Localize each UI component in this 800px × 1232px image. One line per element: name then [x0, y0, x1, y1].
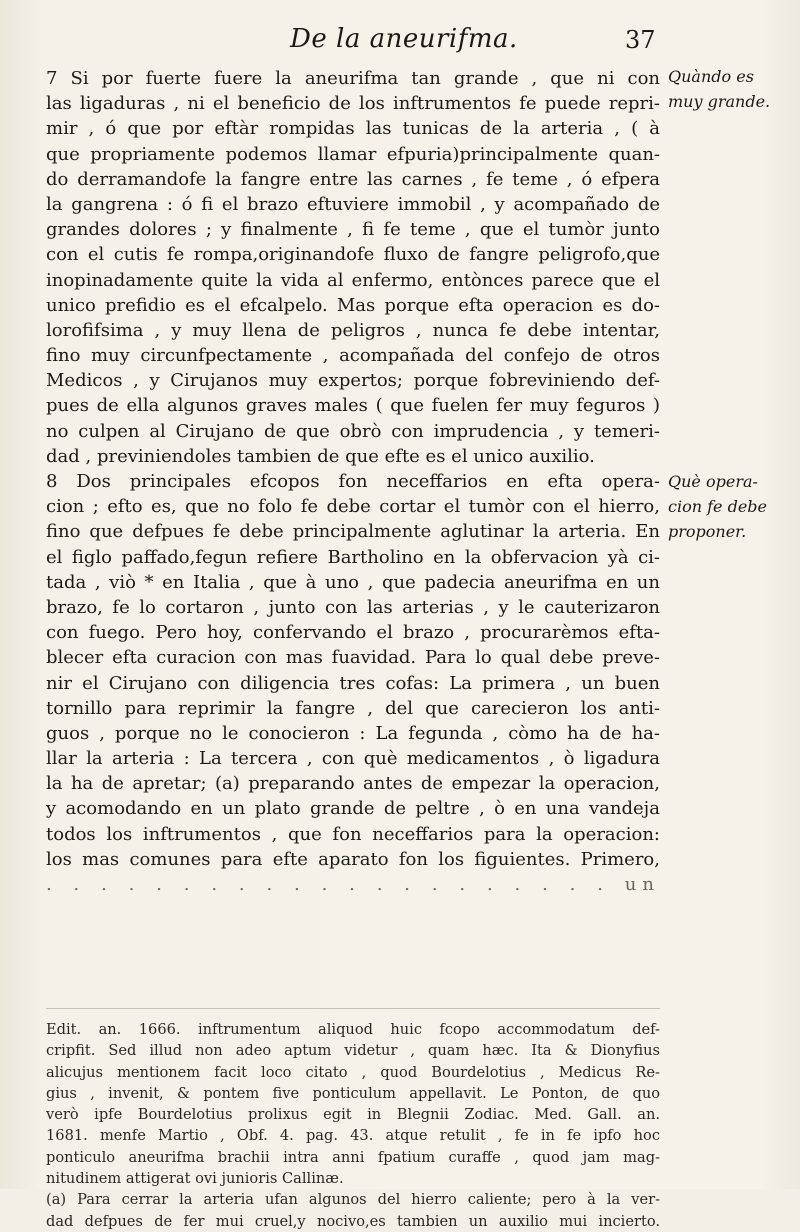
- text-line: Medicos , y Cirujanos muy expertos; porque fobreviniendo def-: [46, 370, 660, 392]
- main-text: [46, 66, 660, 897]
- text-line: fino que defpues fe debe principalmente aglutinar la arteria. En: [46, 521, 660, 543]
- margin-note-line: Què opera-: [668, 472, 758, 491]
- footnote-line: verò ipfe Bourdelotius prolixus egit in Blegnii Zodiac. Med. Gall. an.: [46, 1106, 660, 1124]
- text-line: con fuego. Pero hoy, confervando el brazo , procurarèmos efta-: [46, 622, 660, 644]
- footnote-line: nitudinem attigerat ovi junioris Callinæ.: [46, 1170, 344, 1188]
- text-line: cion ; efto es, que no folo fe debe cortar el tumòr con el hierro,: [46, 496, 660, 518]
- text-line: brazo, fe lo cortaron , junto con las arterias , y le cauterizaron: [46, 596, 660, 618]
- footnote-line: cripfit. Sed illud non adeo aptum videtur , quam hæc. Ita & Dionyfius: [46, 1042, 660, 1060]
- footnote-line: dad defpues de fer mui cruel,y nocivo,es tambien un auxilio mui incierto.: [46, 1212, 660, 1230]
- text-line: que propriamente podemos llamar efpuria)principalmente quan-: [46, 143, 660, 165]
- text-line: do derramandofe la fangre entre las carnes , fe teme , ó efpera: [46, 168, 660, 190]
- text-line: y acomodando en un plato grande de peltre , ò en una vandeja: [46, 798, 660, 820]
- text-line: lorofifsima , y muy llena de peligros , nunca fe debe intentar,: [46, 319, 660, 341]
- margin-note-quando: [668, 66, 796, 116]
- text-line: tada , viò * en Italia , que à uno , que padecia aneurifma en un: [46, 571, 660, 593]
- footnote-line: 1681. menfe Martio , Obf. 4. pag. 43. atque retulit , fe in fe ipfo hoc: [46, 1127, 660, 1145]
- text-line: los mas comunes para efte aparato fon los figuientes. Primero,: [46, 848, 660, 870]
- text-line: . . . . . . . . . . . . . . . . . . . . . un: [46, 874, 660, 895]
- text-line: pues de ella algunos graves males ( que fuelen fer muy feguros ): [46, 395, 660, 417]
- text-line: grandes dolores ; y finalmente , fi fe teme , que el tumòr junto: [46, 219, 660, 241]
- footnote-line: Edit. an. 1666. inftrumentum aliquod huic fcopo accommodatum def-: [46, 1021, 660, 1038]
- text-line: nir el Cirujano con diligencia tres cofas: La primera , un buen: [46, 672, 660, 694]
- text-line: blecer efta curacion con mas fuavidad. Para lo qual debe preve-: [46, 647, 660, 669]
- text-line: con el cutis fe rompa,originandofe fluxo de fangre peligrofo,que: [46, 244, 660, 266]
- text-line: dad , previniendoles tambien de que efte es el unico auxilio.: [46, 445, 595, 467]
- text-line: llar la arteria : La tercera , con què medicamentos , ò ligadura: [46, 748, 660, 770]
- footnote-line: (a) Para cerrar la arteria ufan algunos del hierro caliente; pero à la ver-: [46, 1191, 660, 1209]
- text-line: inopinadamente quite la vida al enfermo, entònces parece que el: [46, 269, 660, 291]
- text-line: mir , ó que por eftàr rompidas las tunicas de la arteria , ( à: [46, 118, 660, 140]
- page-header: [40, 18, 680, 62]
- text-line: 7 Si por fuerte fuere la aneurifma tan grande , que ni con: [46, 68, 660, 89]
- page-number: 37: [625, 26, 656, 54]
- text-line: 8 Dos principales efcopos fon neceffarios en efta opera-: [46, 471, 660, 492]
- text-line: unico prefidio es el efcalpelo. Mas porque efta operacion es do-: [46, 294, 660, 316]
- text-line: no culpen al Cirujano de que obrò con imprudencia , y temeri-: [46, 420, 660, 442]
- running-title: De la aneurifma.: [290, 24, 518, 54]
- margin-note-line: muy grande.: [668, 92, 771, 112]
- text-line: las ligaduras , ni el beneficio de los inftrumentos fe puede repri-: [46, 93, 660, 115]
- text-line: el figlo paffado,fegun refiere Bartholino en la obfervacion yà ci-: [46, 546, 660, 568]
- margin-note-line: cion fe debe: [668, 497, 767, 517]
- footnotes: [46, 1019, 660, 1232]
- text-line: tornillo para reprimir la fangre , del que carecieron los anti-: [46, 697, 660, 719]
- text-line: la gangrena : ó fi el brazo eftuviere immobil , y acompañado de: [46, 193, 660, 215]
- text-line: guos , porque no le conocieron : La fegunda , còmo ha de ha-: [46, 722, 660, 744]
- footnote-line: gius , invenit, & pontem five ponticulum appellavit. Le Ponton, de quo: [46, 1084, 660, 1102]
- footnote-line: alicujus mentionem facit loco citato , quod Bourdelotius , Medicus Re-: [46, 1063, 660, 1081]
- margin-note-operacion: [668, 471, 796, 547]
- text-line: todos los inftrumentos , que fon neceffarios para la operacion:: [46, 823, 660, 845]
- margin-note-line: Quàndo es: [668, 67, 754, 86]
- footnote-divider: [46, 1008, 660, 1009]
- text-line: fino muy circunfpectamente , acompañada del confejo de otros: [46, 345, 660, 367]
- margin-note-line: proponer.: [668, 522, 747, 542]
- footnote-line: ponticulo aneurifma brachii intra anni fpatium curaffe , quod jam mag-: [46, 1148, 660, 1166]
- text-line: la ha de apretar; (a) preparando antes de empezar la operacion,: [46, 773, 660, 795]
